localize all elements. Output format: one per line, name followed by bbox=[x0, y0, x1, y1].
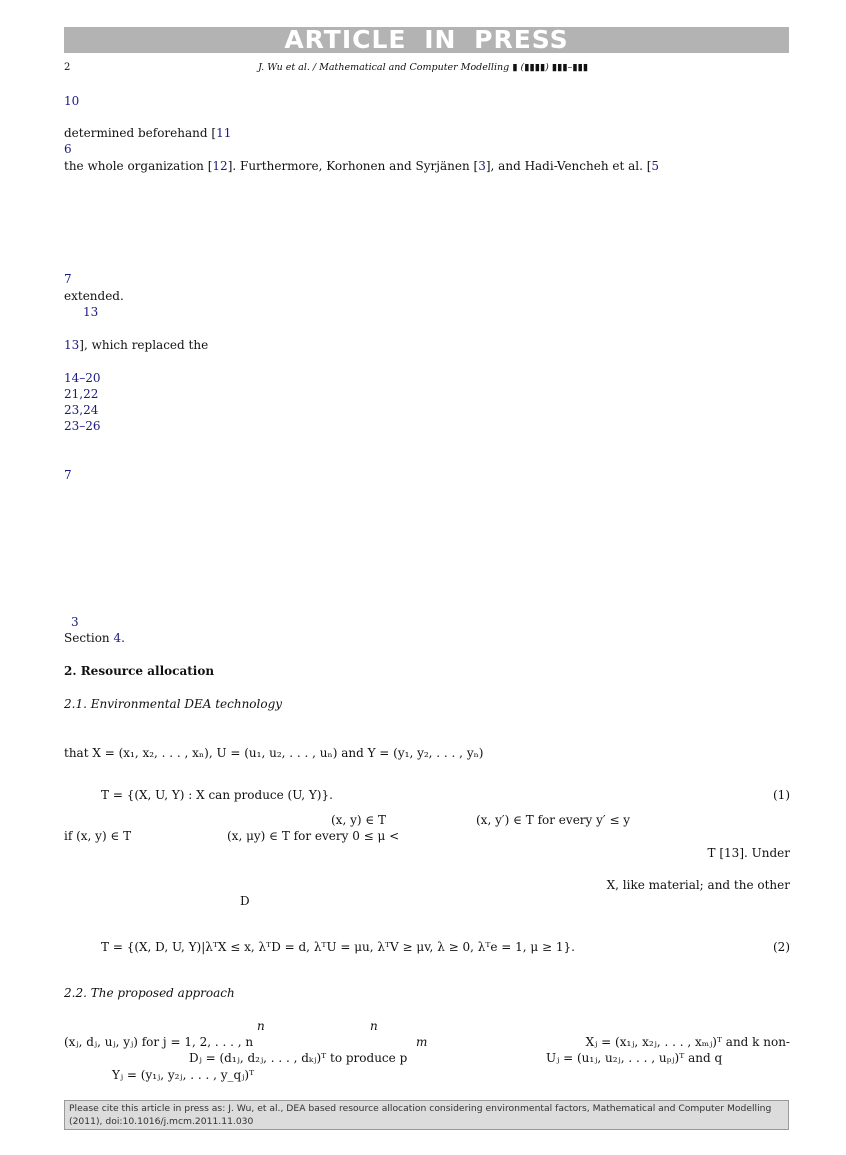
text-line bbox=[64, 158, 659, 174]
text-fragment: Section bbox=[64, 631, 114, 645]
text-fragment: m bbox=[416, 1035, 428, 1049]
text-fragment: Xⱼ = (x₁ⱼ, x₂ⱼ, . . . , xₘⱼ)ᵀ and k non- bbox=[585, 1035, 790, 1049]
citation-footer-text: Please cite this article in press as: J. Wu, et al., DEA based resource allocation considering environmental factors, Mathematical and Computer Modelling (2011), doi:10.1016/j.mcm.2011.11.030 bbox=[69, 1103, 772, 1127]
citation-link-7[interactable]: 7 bbox=[64, 272, 72, 286]
citation-link-13[interactable]: 13 bbox=[83, 305, 99, 319]
citation-link-3[interactable]: 3 bbox=[71, 615, 79, 629]
section-link-4[interactable]: 4 bbox=[113, 631, 122, 645]
citation-link-21-22[interactable]: 21,22 bbox=[64, 387, 99, 401]
text-fragment: ], and Hadi-Vencheh et al. [ bbox=[485, 159, 652, 173]
text-fragment: n bbox=[370, 1019, 378, 1033]
text-fragment: Yⱼ = (y₁ⱼ, y₂ⱼ, . . . , y_qⱼ)ᵀ bbox=[112, 1068, 255, 1082]
equation-1: T = {(X, U, Y) : X can produce (U, Y)}. bbox=[101, 788, 333, 802]
text-fragment: (x, μy) ∈ T for every 0 ≤ μ < bbox=[227, 829, 400, 843]
equation-2: T = {(X, D, U, Y)|λᵀX ≤ x, λᵀD = d, λᵀU = μu, λᵀV ≥ μv, λ ≥ 0, λᵀe = 1, μ ≥ 1}. bbox=[101, 940, 575, 954]
citation-link-10[interactable]: 10 bbox=[64, 94, 80, 108]
text-fragment: (x, y) ∈ T bbox=[331, 813, 387, 827]
text-line: that X = (x₁, x₂, . . . , xₙ), U = (u₁, u₂, . . . , uₙ) and Y = (y₁, y₂, . . . , yₙ) bbox=[64, 746, 484, 760]
equation-number: (1) bbox=[773, 788, 790, 802]
text-fragment: if (x, y) ∈ T bbox=[64, 829, 132, 843]
citation-link-23-24[interactable]: 23,24 bbox=[64, 403, 99, 417]
text-fragment: ]. Furthermore, Korhonen and Syrjänen [ bbox=[227, 159, 479, 173]
text-fragment: determined beforehand [ bbox=[64, 126, 217, 140]
text-fragment: n bbox=[257, 1019, 265, 1033]
page-number: 2 bbox=[64, 62, 71, 73]
text-fragment: (x, y′) ∈ T for every y′ ≤ y bbox=[476, 813, 631, 827]
equation-number: (2) bbox=[773, 940, 790, 954]
citation-footer bbox=[64, 1100, 789, 1130]
text-line bbox=[64, 630, 125, 646]
text-fragment: Uⱼ = (u₁ⱼ, u₂ⱼ, . . . , uₚⱼ)ᵀ and q bbox=[546, 1051, 723, 1065]
citation-link-11[interactable]: 11 bbox=[216, 126, 232, 140]
citation-link-5[interactable]: 5 bbox=[651, 159, 660, 173]
citation-link-23-26[interactable]: 23–26 bbox=[64, 419, 101, 433]
citation-link-6[interactable]: 6 bbox=[64, 142, 72, 156]
citation-link-7[interactable]: 7 bbox=[64, 468, 72, 482]
text-fragment: X, like material; and the other bbox=[606, 878, 790, 892]
citation-link-14-20[interactable]: 14–20 bbox=[64, 371, 101, 385]
text-fragment: ], which replaced the bbox=[79, 338, 209, 352]
text-fragment: D bbox=[240, 894, 250, 908]
text-fragment: the whole organization [ bbox=[64, 159, 213, 173]
text-fragment: . bbox=[121, 631, 125, 645]
text-fragment: T [13]. Under bbox=[707, 846, 790, 860]
citation-link-13[interactable]: 13 bbox=[64, 338, 80, 352]
journal-citation: J. Wu et al. / Mathematical and Computer Modelling ▮ (▮▮▮▮) ▮▮▮–▮▮▮ bbox=[258, 62, 588, 73]
banner-text: ARTICLE IN PRESS bbox=[284, 25, 569, 54]
subsection-heading: 2.1. Environmental DEA technology bbox=[64, 697, 283, 711]
article-in-press-banner bbox=[64, 27, 789, 53]
section-heading: 2. Resource allocation bbox=[64, 664, 215, 678]
text-line bbox=[64, 125, 231, 141]
citation-link-3[interactable]: 3 bbox=[478, 159, 486, 173]
text-fragment: (xⱼ, dⱼ, uⱼ, yⱼ) for j = 1, 2, . . . , n bbox=[64, 1035, 254, 1049]
text-line bbox=[64, 337, 208, 353]
text-line: extended. bbox=[64, 289, 124, 303]
citation-link-12[interactable]: 12 bbox=[212, 159, 228, 173]
text-fragment: Dⱼ = (d₁ⱼ, d₂ⱼ, . . . , dₖⱼ)ᵀ to produce p bbox=[189, 1051, 408, 1065]
subsection-heading: 2.2. The proposed approach bbox=[64, 986, 235, 1000]
